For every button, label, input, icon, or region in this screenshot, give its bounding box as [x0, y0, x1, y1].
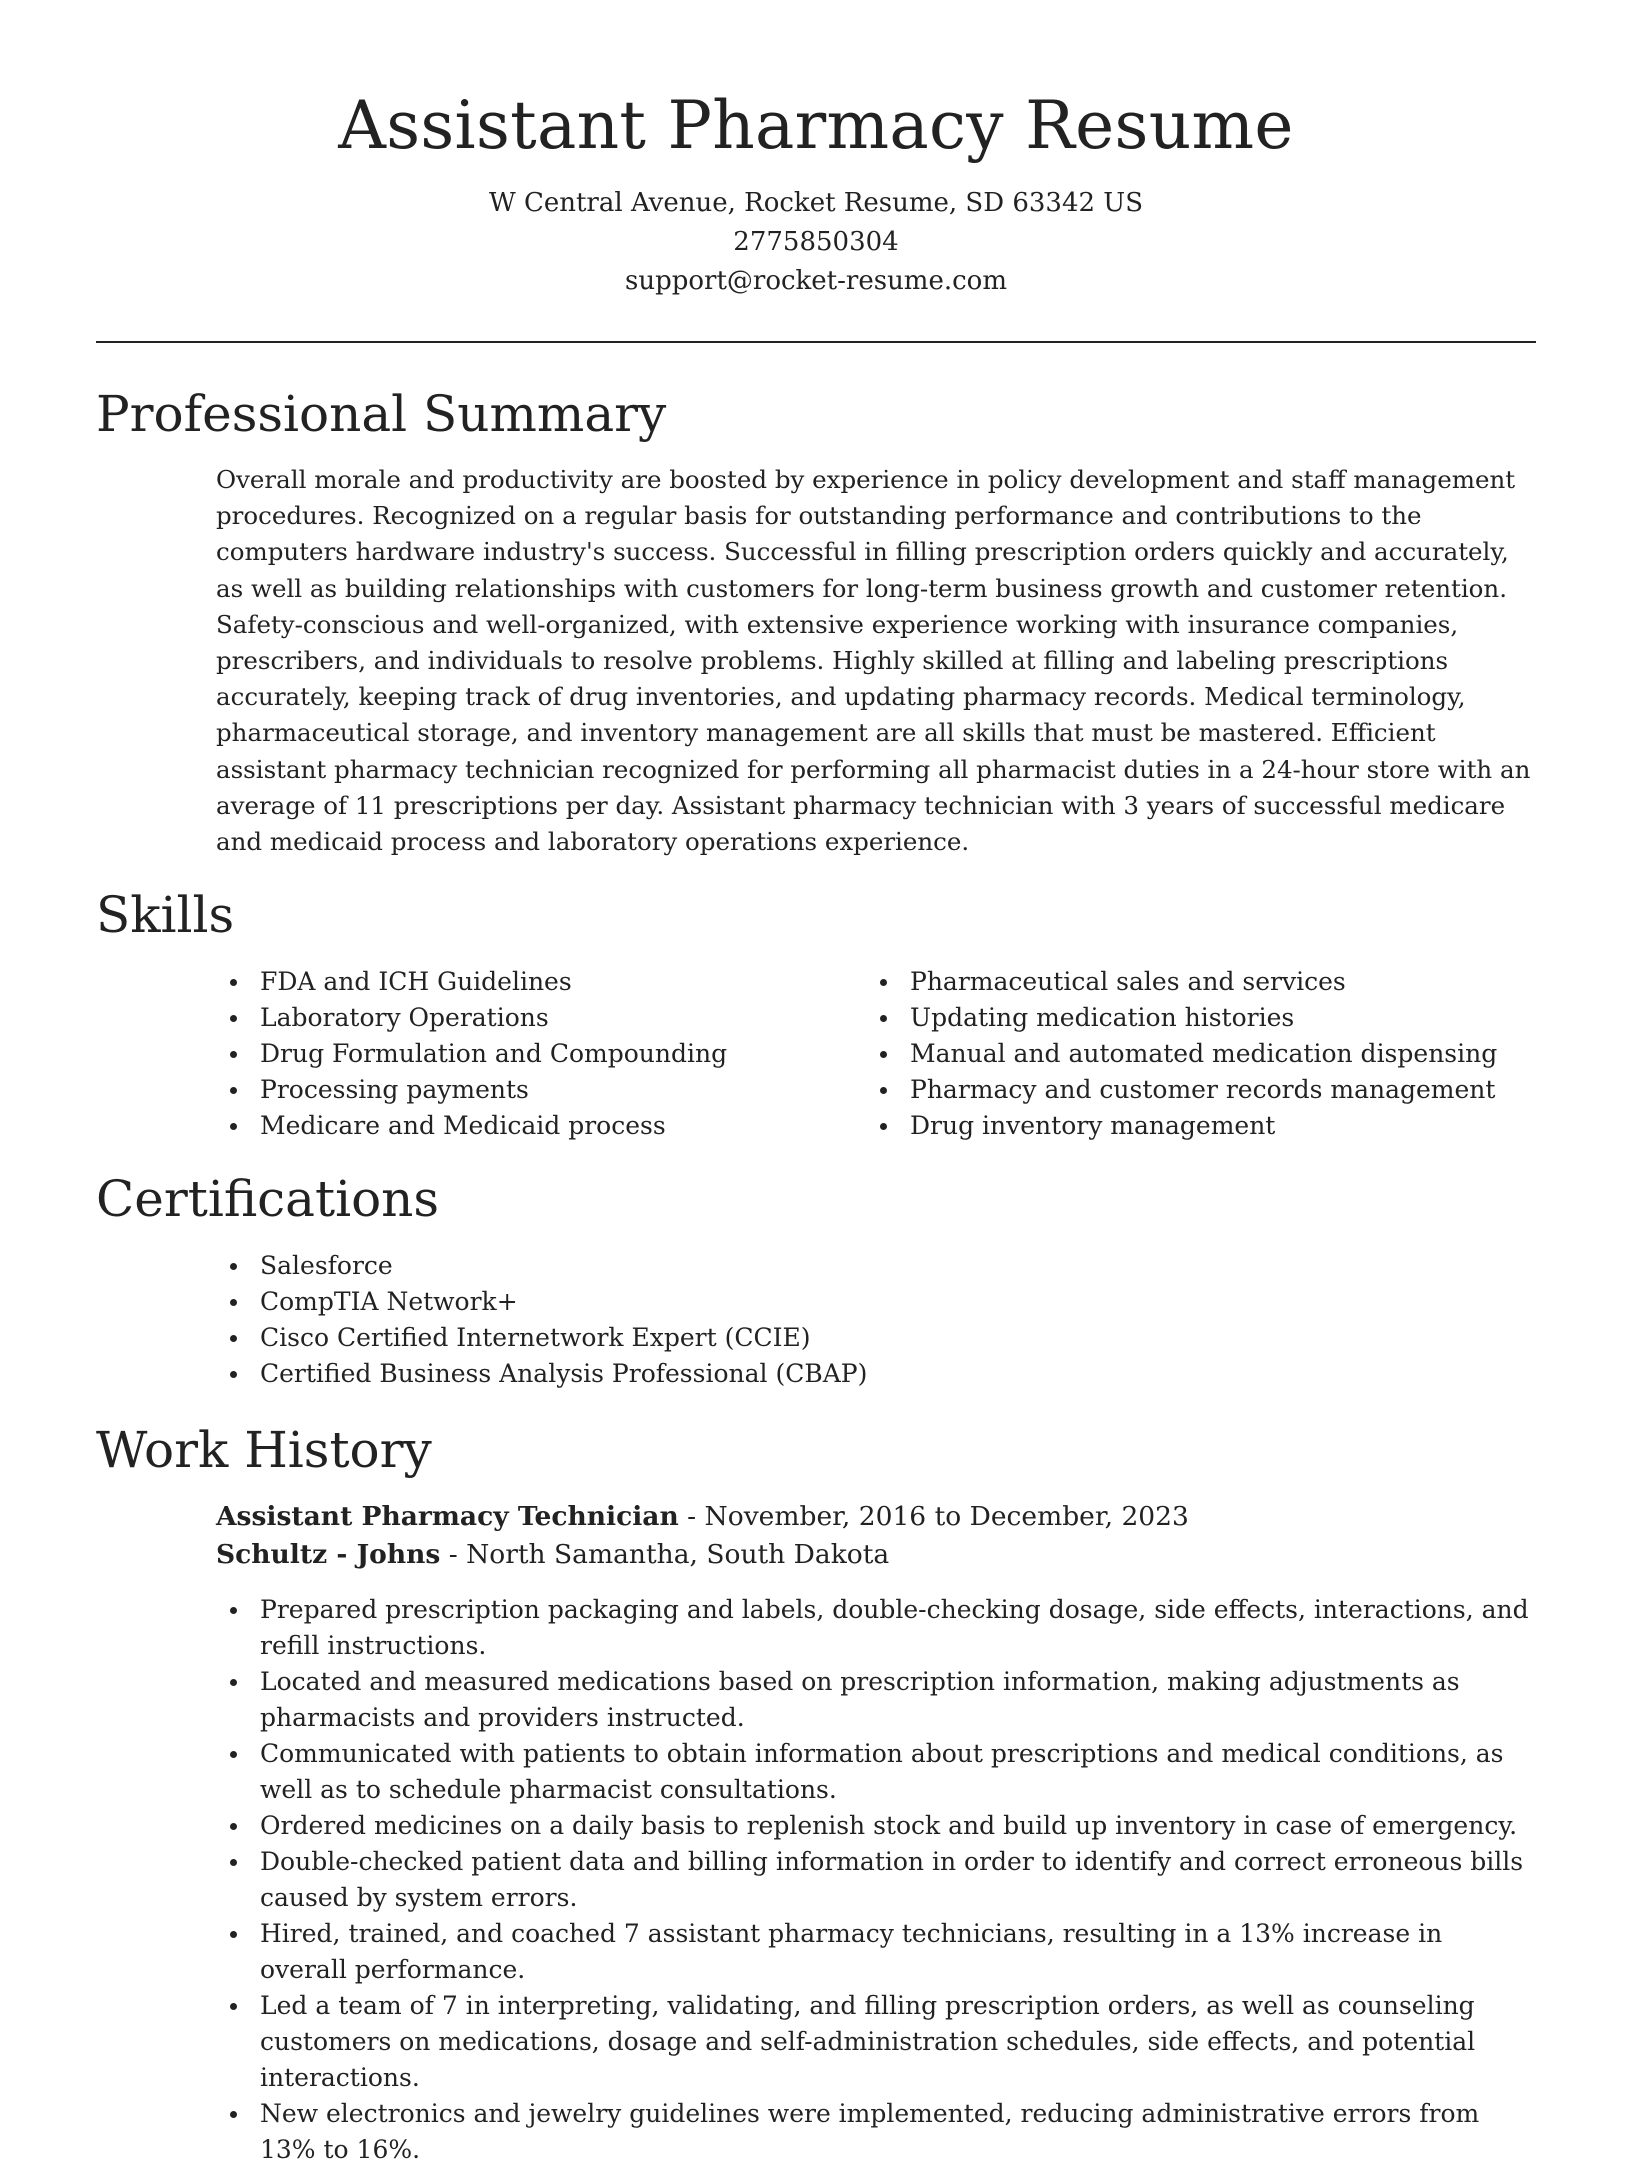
skill-item: FDA and ICH Guidelines: [216, 964, 856, 1000]
job-bullet: Prepared prescription packaging and labels, double-checking dosage, side effects, interactions, and refill instructions.: [216, 1592, 1536, 1664]
job-title-line: [216, 1498, 1536, 1536]
contact-block: [0, 184, 1632, 301]
certifications-list: [216, 1248, 1536, 1392]
certification-item: Certified Business Analysis Professional (CBAP): [216, 1356, 1536, 1392]
skill-item: Pharmaceutical sales and services: [866, 964, 1536, 1000]
phone: 2775850304: [733, 227, 899, 257]
skills-heading: Skills: [96, 886, 235, 944]
certification-item: Cisco Certified Internetwork Expert (CCIE): [216, 1320, 1536, 1356]
job-company-line: [216, 1536, 1536, 1574]
job-bullet: New electronics and jewelry guidelines were implemented, reducing administrative errors from 13% to 16%.: [216, 2096, 1536, 2168]
skill-item: Processing payments: [216, 1072, 856, 1108]
job-location: - North Samantha, South Dakota: [440, 1539, 890, 1570]
skill-item: Drug inventory management: [866, 1108, 1536, 1144]
certifications-heading: Certifications: [96, 1170, 440, 1228]
skill-item: Pharmacy and customer records management: [866, 1072, 1536, 1108]
header-divider: [96, 341, 1536, 343]
job-bullet: Led a team of 7 in interpreting, validating, and filling prescription orders, as well as counseling customers on medications, dosage and self-administration schedules, side effects, and potential interactions.: [216, 1988, 1536, 2096]
summary-text: Overall morale and productivity are boosted by experience in policy development and staff management procedures. Recognized on a regular basis for outstanding performance and contributions to the computers hardware industry's success. Successful in filling prescription orders quickly and accurately, as well as building relationships with customers for long-term business growth and customer retention. Safety-conscious and well-organized, with extensive experience working with insurance companies, prescribers, and individuals to resolve problems. Highly skilled at filling and labeling prescriptions accurately, keeping track of drug inventories, and updating pharmacy records. Medical terminology, pharmaceutical storage, and inventory management are all skills that must be mastered. Efficient assistant pharmacy technician recognized for performing all pharmacist duties in a 24-hour store with an average of 11 prescriptions per day. Assistant pharmacy technician with 3 years of successful medicare and medicaid process and laboratory operations experience.: [216, 465, 1531, 857]
skill-item: Manual and automated medication dispensing: [866, 1036, 1536, 1072]
skill-item: Laboratory Operations: [216, 1000, 856, 1036]
skills-list-right: [866, 964, 1536, 1144]
job-bullet: Located and measured medications based on prescription information, making adjustments as pharmacists and providers instructed.: [216, 1664, 1536, 1736]
job-bullet: Ordered medicines on a daily basis to replenish stock and build up inventory in case of emergency.: [216, 1808, 1536, 1844]
certification-item: CompTIA Network+: [216, 1284, 1536, 1320]
job-bullet: Hired, trained, and coached 7 assistant pharmacy technicians, resulting in a 13% increase in overall performance.: [216, 1916, 1536, 1988]
skill-item: Updating medication histories: [866, 1000, 1536, 1036]
resume-header: [0, 0, 1632, 301]
job-bullet: Double-checked patient data and billing information in order to identify and correct erroneous bills caused by system errors.: [216, 1844, 1536, 1916]
summary-heading: Professional Summary: [96, 385, 667, 443]
skill-item: Drug Formulation and Compounding: [216, 1036, 856, 1072]
job-title: Assistant Pharmacy Technician: [216, 1501, 679, 1532]
job-bullets: [216, 1592, 1536, 2168]
address: W Central Avenue, Rocket Resume, SD 63342 US: [488, 188, 1144, 218]
job-dates: - November, 2016 to December, 2023: [678, 1501, 1189, 1532]
work-history-heading: Work History: [96, 1421, 432, 1479]
skills-list-left: [216, 964, 856, 1144]
job-bullet: Communicated with patients to obtain information about prescriptions and medical conditions, as well as to schedule pharmacist consultations.: [216, 1736, 1536, 1808]
job-company: Schultz - Johns: [216, 1539, 441, 1570]
email: support@rocket-resume.com: [624, 266, 1007, 296]
resume-title: Assistant Pharmacy Resume: [338, 87, 1294, 164]
skill-item: Medicare and Medicaid process: [216, 1108, 856, 1144]
certification-item: Salesforce: [216, 1248, 1536, 1284]
